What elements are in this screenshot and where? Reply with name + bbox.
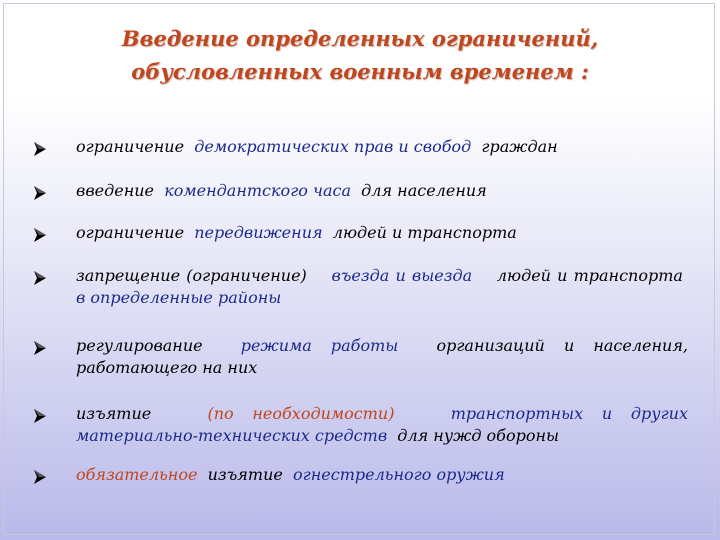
item-text-highlight: демократических прав и свобод: [194, 137, 472, 156]
item-text: ограничение: [76, 137, 185, 156]
item-text: изъятие: [207, 465, 283, 484]
arrowhead-bullet-icon: [34, 470, 46, 484]
title-line-2: обусловленных военным временем :: [131, 59, 589, 84]
arrowhead-bullet-icon: [34, 271, 46, 285]
item-text-red: (по необходимости): [207, 404, 395, 423]
list-item: [76, 136, 688, 158]
arrowhead-bullet-icon: [34, 228, 46, 242]
list-item: [76, 222, 688, 244]
slide-title: [0, 22, 720, 88]
item-text-red: обязательное: [76, 465, 198, 484]
item-text-highlight: в определенные районы: [76, 288, 282, 307]
list-item: [76, 464, 688, 486]
item-text: регулирование: [76, 336, 203, 355]
item-text: для населения: [361, 181, 487, 200]
arrowhead-bullet-icon: [34, 142, 46, 156]
item-text-highlight: комендантского часа: [164, 181, 351, 200]
arrowhead-bullet-icon: [34, 341, 46, 355]
item-text-highlight: огнестрельного оружия: [293, 465, 505, 484]
item-text: введение: [76, 181, 155, 200]
arrowhead-bullet-icon: [34, 409, 46, 423]
item-text: изъятие: [76, 404, 152, 423]
item-text: людей и транспорта: [496, 266, 683, 285]
item-text-highlight: передвижения: [194, 223, 323, 242]
item-text-highlight: въезда и выезда: [331, 266, 473, 285]
item-text: ограничение: [76, 223, 185, 242]
title-line-1: Введение определенных ограничений,: [121, 26, 599, 51]
list-item: [76, 335, 688, 379]
list-item: [76, 403, 688, 447]
item-text: граждан: [481, 137, 558, 156]
item-text: организаций и населения, работающего на них: [76, 336, 689, 377]
list-item: [76, 180, 688, 202]
item-text: запрещение (ограничение): [76, 266, 307, 285]
item-text: людей и транспорта: [332, 223, 517, 242]
item-text-highlight: транспортных и других материально-технических средств: [76, 404, 688, 445]
list-item: [76, 265, 688, 309]
item-text: для нужд обороны: [397, 426, 560, 445]
item-text-highlight: режима работы: [240, 336, 399, 355]
arrowhead-bullet-icon: [34, 186, 46, 200]
